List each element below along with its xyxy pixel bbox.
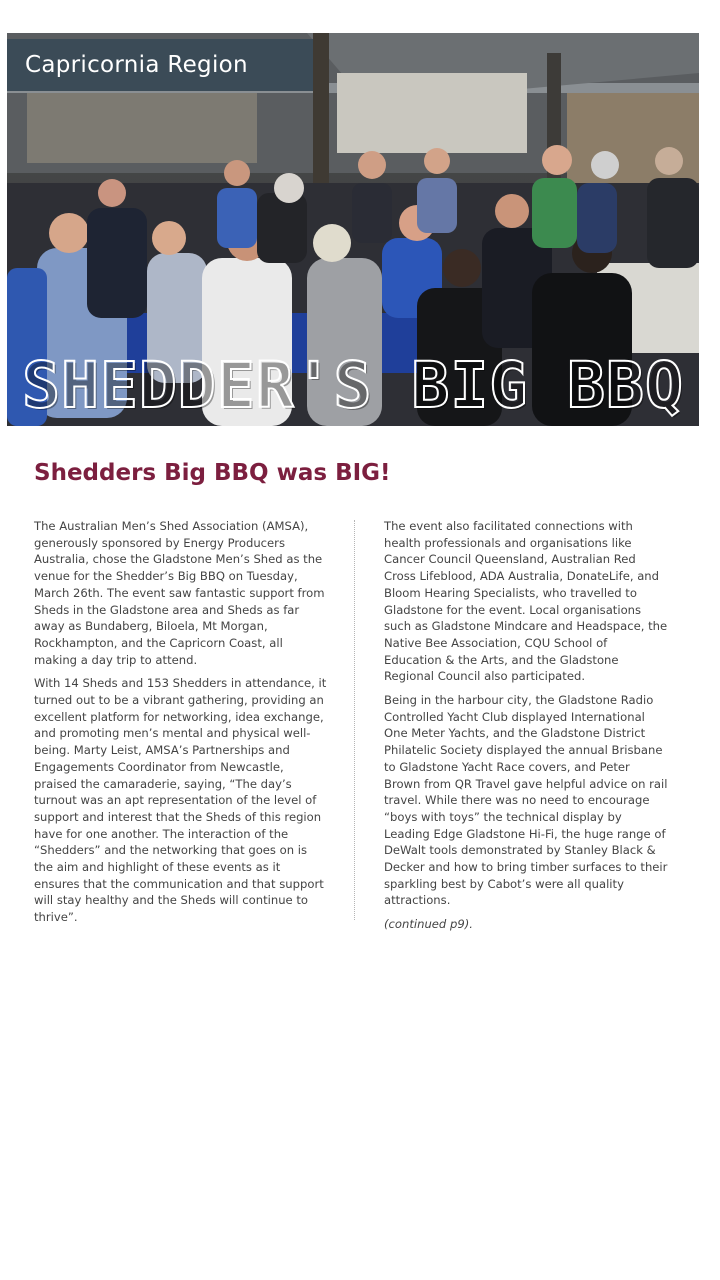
continued-note: (continued p9). xyxy=(384,917,473,932)
paragraph: The event also facilitated connections with health professionals and organisations like Cancer Council Queensland, Australian Red Cross Lifeblood, ADA Australia, DonateLife, and Bloom Hearing Specialists, who travelled to Gladstone for the event. Local organisations such as Gladstone Mindcare and Headspace, the Native Bee Association, CQU School of Education & the Arts, and the Gladstone Regional Council also participated. xyxy=(384,519,668,684)
hero-photo xyxy=(7,33,699,426)
article-left-column xyxy=(34,518,328,933)
paragraph: With 14 Sheds and 153 Shedders in attendance, it turned out to be a vibrant gathering, providing an excellent platform for networking, idea exchange, and promoting men’s mental and physical well-being. Marty Leist, AMSA’s Partnerships and Engagements Coordinator from Newcastle, praised the camaraderie, saying, “The day’s turnout was an apt representation of the level of support and interest that the Sheds of this region have for one another. The interaction of the “Shedders” and the networking that goes on is the aim and highlight of these events as it ensures that the communication and that support will stay healthy and the Sheds will continue to thrive”. xyxy=(34,676,327,925)
article-right-column xyxy=(384,518,668,940)
paragraph: The Australian Men’s Shed Association (AMSA), generously sponsored by Energy Producers Australia, chose the Gladstone Men’s Shed as the venue for the Shedder’s Big BBQ on Tuesday, March 26th. The event saw fantastic support from Sheds in the Gladstone area and Sheds as far away as Bundaberg, Biloela, Mt Morgan, Rockhampton, and the Capricorn Coast, all making a day trip to attend. xyxy=(34,519,325,667)
paragraph: Being in the harbour city, the Gladstone Radio Controlled Yacht Club displayed International One Meter Yachts, and the Gladstone District Philatelic Society displayed the annual Brisbane to Gladstone Yacht Race covers, and Peter Brown from QR Travel gave helpful advice on rail travel. While there was no need to encourage “boys with toys” the technical display by Leading Edge Gladstone Hi-Fi, the huge range of DeWalt tools demonstrated by Stanley Black & Decker and how to bring timber surfaces to their sparkling best by Cabot’s were all quality attractions. xyxy=(384,693,668,908)
column-divider xyxy=(354,520,355,920)
region-banner: Capricornia Region xyxy=(7,39,313,91)
article-heading: Shedders Big BBQ was BIG! xyxy=(34,460,391,486)
photo-title: SHEDDER'S BIG BBQ xyxy=(22,349,684,422)
